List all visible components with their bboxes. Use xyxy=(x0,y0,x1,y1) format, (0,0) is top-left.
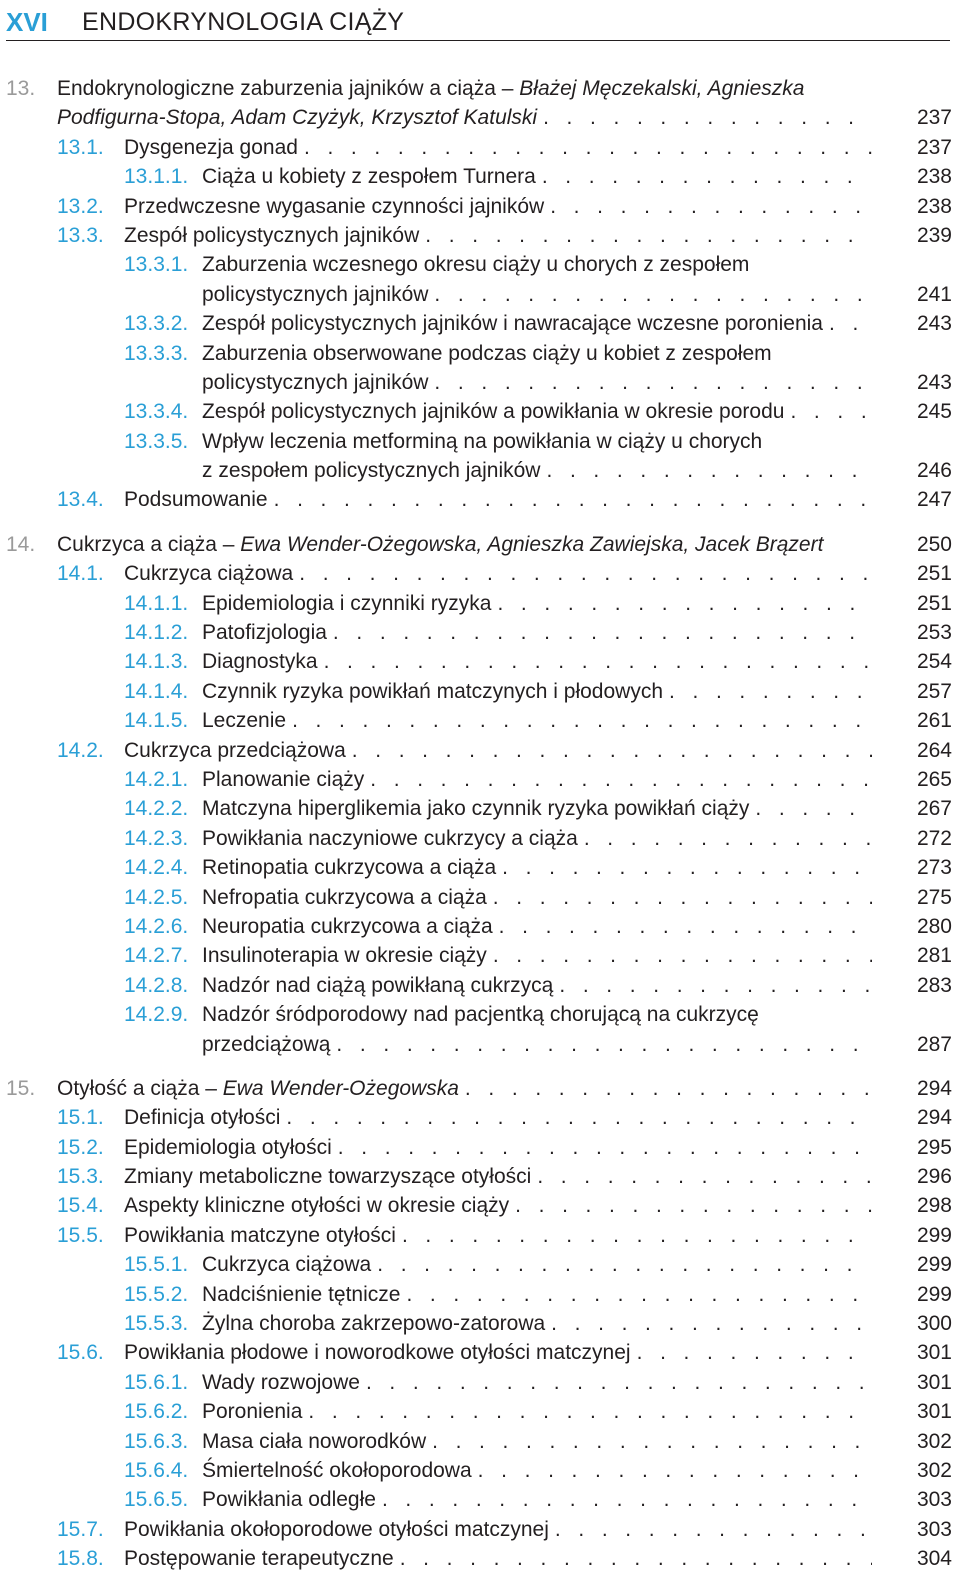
toc-entry-title xyxy=(202,941,872,970)
toc-entry-page: 303 xyxy=(916,1517,952,1541)
toc-entry-title xyxy=(202,971,872,1000)
toc-entry-title xyxy=(124,1221,872,1250)
toc-entry-title-text: Nefropatia cukrzycowa a ciąża xyxy=(202,885,487,909)
dot-leader xyxy=(333,618,872,647)
toc-entry-title-text: Insulinoterapia w okresie ciąży xyxy=(202,944,487,968)
toc-entry[interactable] xyxy=(0,530,960,559)
toc-entry-title xyxy=(202,1250,872,1279)
dot-leader xyxy=(352,736,872,765)
page-number-roman: XVI xyxy=(6,7,48,37)
toc-entry-page: 257 xyxy=(916,679,952,703)
toc-entry-page: 253 xyxy=(916,621,952,645)
toc-entry-number: 15.7. xyxy=(57,1517,104,1541)
toc-entry-number: 14.2.4. xyxy=(124,856,189,880)
toc-entry-page: 245 xyxy=(916,400,952,424)
table-of-contents xyxy=(0,74,960,1574)
toc-entry-title-text: Neuropatia cukrzycowa a ciąża xyxy=(202,914,493,938)
toc-entry-title xyxy=(124,1191,872,1220)
toc-entry-number: 14.2.5. xyxy=(124,885,189,909)
toc-entry-title xyxy=(202,1485,872,1514)
toc-entry[interactable] xyxy=(0,1000,960,1029)
toc-entry-title xyxy=(124,1515,872,1544)
toc-entry-number: 15.6. xyxy=(57,1341,104,1365)
toc-entry[interactable] xyxy=(0,456,960,485)
toc-entry-number: 14.2.6. xyxy=(124,914,189,938)
toc-entry-title-text: Czynnik ryzyka powikłań matczynych i płodowych xyxy=(202,679,664,703)
toc-entry-authors: Ewa Wender-Ożegowska xyxy=(222,1076,459,1100)
toc-entry-page: 272 xyxy=(916,826,952,850)
toc-entry-title-continued: policystycznych jajników xyxy=(202,370,429,394)
toc-entry[interactable] xyxy=(0,736,960,765)
toc-entry-page: 301 xyxy=(916,1370,952,1394)
toc-entry-title xyxy=(202,853,872,882)
toc-entry[interactable] xyxy=(0,1456,960,1485)
toc-entry-page: 299 xyxy=(916,1253,952,1277)
toc-entry-title xyxy=(202,824,872,853)
toc-entry-page: 246 xyxy=(916,459,952,483)
toc-entry[interactable] xyxy=(0,192,960,221)
toc-entry-title-text: Leczenie xyxy=(202,709,287,733)
dot-leader xyxy=(377,1250,872,1279)
toc-entry-number: 13.3.1. xyxy=(124,253,189,277)
toc-entry-number: 15.6.2. xyxy=(124,1400,189,1424)
toc-entry-title xyxy=(202,912,872,941)
toc-entry-page: 280 xyxy=(916,914,952,938)
toc-entry-title xyxy=(202,1397,872,1426)
toc-entry-number: 15.6.4. xyxy=(124,1458,189,1482)
dot-leader xyxy=(406,1280,872,1309)
running-header xyxy=(6,4,950,41)
toc-entry-title xyxy=(124,133,872,162)
toc-entry-number: 14.1. xyxy=(57,562,104,586)
dot-leader xyxy=(790,397,872,426)
toc-entry-page: 304 xyxy=(916,1547,952,1571)
toc-entry-title-text: Planowanie ciąży xyxy=(202,767,365,791)
toc-entry-title xyxy=(57,74,872,103)
toc-entry[interactable] xyxy=(0,647,960,676)
dot-leader xyxy=(497,589,872,618)
toc-entry-title-continued: policystycznych jajników xyxy=(202,282,429,306)
toc-entry-number: 14.1.4. xyxy=(124,679,189,703)
toc-entry-title-text: Retinopatia cukrzycowa a ciąża xyxy=(202,856,497,880)
toc-entry[interactable] xyxy=(0,824,960,853)
dot-leader xyxy=(669,677,872,706)
toc-entry-number: 15.6.1. xyxy=(124,1370,189,1394)
dot-leader xyxy=(637,1338,872,1367)
toc-entry[interactable] xyxy=(0,250,960,279)
dot-leader xyxy=(402,1221,872,1250)
dot-leader xyxy=(546,456,872,485)
toc-entry-number: 14.2. xyxy=(57,738,104,762)
dot-leader xyxy=(584,824,872,853)
toc-entry-number: 13.2. xyxy=(57,194,104,218)
toc-entry-title xyxy=(202,1280,872,1309)
toc-entry[interactable] xyxy=(0,162,960,191)
toc-entry-title xyxy=(124,1544,872,1573)
toc-entry-title-text: Aspekty kliniczne otyłości w okresie ciąży xyxy=(124,1194,510,1218)
toc-entry-number: 14. xyxy=(6,532,36,556)
toc-entry-page: 241 xyxy=(916,282,952,306)
toc-entry[interactable] xyxy=(0,883,960,912)
toc-entry-title xyxy=(57,1074,872,1103)
dot-leader xyxy=(493,941,872,970)
toc-entry[interactable] xyxy=(0,309,960,338)
toc-entry[interactable] xyxy=(0,368,960,397)
toc-entry-title-text: Powikłania matczyne otyłości xyxy=(124,1223,396,1247)
toc-entry-title xyxy=(202,647,872,676)
toc-entry-page: 281 xyxy=(916,944,952,968)
toc-entry[interactable] xyxy=(0,1250,960,1279)
toc-entry[interactable] xyxy=(0,427,960,456)
dot-leader xyxy=(555,1515,872,1544)
toc-entry-number: 13.3.4. xyxy=(124,400,189,424)
toc-entry[interactable] xyxy=(0,1309,960,1338)
toc-entry-title-text: Zespół policystycznych jajników i nawracające wczesne poronienia xyxy=(202,312,823,336)
toc-entry-title xyxy=(202,1368,872,1397)
toc-entry-title-text: Cukrzyca ciążowa xyxy=(124,562,294,586)
toc-entry[interactable] xyxy=(0,1280,960,1309)
toc-entry-number: 15.6.3. xyxy=(124,1429,189,1453)
toc-entry-page: 295 xyxy=(916,1135,952,1159)
toc-entry-page: 273 xyxy=(916,856,952,880)
toc-entry-title-text: Przedwczesne wygasanie czynności jajników xyxy=(124,194,545,218)
toc-entry-title xyxy=(202,1000,872,1029)
toc-entry-page: 254 xyxy=(916,650,952,674)
dot-leader xyxy=(382,1485,872,1514)
toc-entry-title xyxy=(202,250,872,279)
dot-leader xyxy=(755,794,872,823)
toc-entry-title-text: Endokrynologiczne zaburzenia jajników a ciąża – xyxy=(57,77,520,100)
toc-entry-title-text: Matczyna hiperglikemia jako czynnik ryzyka powikłań ciąży xyxy=(202,797,750,821)
toc-entry-number: 14.1.3. xyxy=(124,650,189,674)
toc-entry-title-text: Nadzór nad ciążą powikłaną cukrzycą xyxy=(202,973,554,997)
dot-leader xyxy=(286,1103,872,1132)
toc-entry-title xyxy=(57,103,872,132)
toc-entry-title xyxy=(202,309,872,338)
dot-leader xyxy=(274,485,872,514)
toc-entry-title-text: Nadzór śródporodowy nad pacjentką chorującą na cukrzycę xyxy=(202,1003,759,1027)
toc-entry-number: 15.2. xyxy=(57,1135,104,1159)
toc-entry-title xyxy=(202,397,872,426)
toc-entry-page: 237 xyxy=(916,106,952,130)
toc-entry[interactable] xyxy=(0,397,960,426)
toc-entry-title-text: Zespół policystycznych jajników a powikłania w okresie porodu xyxy=(202,400,785,424)
toc-entry[interactable] xyxy=(0,1338,960,1367)
toc-entry-title-text: Powikłania płodowe i noworodkowe otyłości matczynej xyxy=(124,1341,631,1365)
toc-entry-title xyxy=(124,1103,872,1132)
toc-entry-title-text: Powikłania naczyniowe cukrzycy a ciąża xyxy=(202,826,578,850)
dot-leader xyxy=(551,1309,872,1338)
toc-entry[interactable] xyxy=(0,794,960,823)
toc-entry-title-continued: z zespołem policystycznych jajników xyxy=(202,459,541,483)
toc-entry-page: 250 xyxy=(916,532,952,556)
toc-entry-title xyxy=(202,280,872,309)
toc-entry-title-text: Otyłość a ciąża – xyxy=(57,1076,223,1100)
toc-entry-page: 298 xyxy=(916,1194,952,1218)
dot-leader xyxy=(366,1368,872,1397)
toc-entry-number: 14.2.2. xyxy=(124,797,189,821)
toc-entry-page: 247 xyxy=(916,488,952,512)
toc-entry-title-text: Wpływ leczenia metforminą na powikłania w ciąży u chorych xyxy=(202,429,763,453)
dot-leader xyxy=(829,309,872,338)
toc-entry-title-continued: przedciążową xyxy=(202,1032,331,1056)
toc-entry-number: 15.5.2. xyxy=(124,1282,189,1306)
dot-leader xyxy=(499,912,872,941)
dot-leader xyxy=(550,192,872,221)
toc-entry-page: 264 xyxy=(916,738,952,762)
toc-entry-page: 301 xyxy=(916,1341,952,1365)
toc-entry-page: 302 xyxy=(916,1429,952,1453)
toc-entry-page: 301 xyxy=(916,1400,952,1424)
dot-leader xyxy=(515,1191,872,1220)
toc-entry[interactable] xyxy=(0,1221,960,1250)
toc-entry-page: 267 xyxy=(916,797,952,821)
toc-entry-page: 283 xyxy=(916,973,952,997)
dot-leader xyxy=(324,647,872,676)
toc-entry-number: 13.1. xyxy=(57,135,104,159)
toc-entry-title xyxy=(202,162,872,191)
toc-entry[interactable] xyxy=(0,74,960,103)
dot-leader xyxy=(400,1544,872,1573)
toc-entry-title-text: Poronienia xyxy=(202,1400,303,1424)
toc-entry-title-text: Powikłania odległe xyxy=(202,1488,376,1512)
dot-leader xyxy=(292,706,872,735)
toc-entry-number: 15.5.3. xyxy=(124,1312,189,1336)
toc-entry-number: 14.1.2. xyxy=(124,621,189,645)
toc-entry-page: 261 xyxy=(916,709,952,733)
dot-leader xyxy=(478,1456,872,1485)
toc-entry-title-text: Definicja otyłości xyxy=(124,1106,281,1130)
toc-entry-number: 14.1.1. xyxy=(124,591,189,615)
toc-entry[interactable] xyxy=(0,589,960,618)
toc-entry-page: 238 xyxy=(916,194,952,218)
toc-entry-title-text: Masa ciała noworodków xyxy=(202,1429,427,1453)
toc-entry-title-text: Epidemiologia otyłości xyxy=(124,1135,332,1159)
toc-entry-page: 251 xyxy=(916,591,952,615)
toc-entry[interactable] xyxy=(0,1485,960,1514)
toc-entry-title-text: Cukrzyca ciążowa xyxy=(202,1253,372,1277)
toc-entry[interactable] xyxy=(0,853,960,882)
toc-entry-number: 14.2.9. xyxy=(124,1003,189,1027)
toc-entry-title xyxy=(202,1456,872,1485)
toc-entry-title xyxy=(202,1427,872,1456)
toc-entry-authors: Błażej Męczekalski, Agnieszka xyxy=(519,77,805,100)
toc-entry-number: 13.1.1. xyxy=(124,165,189,189)
dot-leader xyxy=(542,162,872,191)
toc-entry[interactable] xyxy=(0,485,960,514)
dot-leader xyxy=(543,103,872,132)
toc-entry-title xyxy=(202,368,872,397)
toc-entry-title xyxy=(202,794,872,823)
toc-entry-title xyxy=(124,1162,872,1191)
toc-entry-title xyxy=(202,765,872,794)
dot-leader xyxy=(304,133,872,162)
toc-entry[interactable] xyxy=(0,1030,960,1059)
toc-entry-title xyxy=(202,427,872,456)
toc-entry[interactable] xyxy=(0,559,960,588)
toc-entry[interactable] xyxy=(0,1074,960,1103)
toc-entry-number: 13.3.3. xyxy=(124,341,189,365)
toc-entry-title xyxy=(124,736,872,765)
toc-entry[interactable] xyxy=(0,1162,960,1191)
toc-entry-number: 15.8. xyxy=(57,1547,104,1571)
toc-entry-authors: Podfigurna-Stopa, Adam Czyżyk, Krzysztof Katulski xyxy=(57,106,538,130)
toc-entry[interactable] xyxy=(0,280,960,309)
toc-entry[interactable] xyxy=(0,1103,960,1132)
toc-entry-title-text: Cukrzyca przedciążowa xyxy=(124,738,346,762)
toc-entry-number: 13. xyxy=(6,77,36,100)
dot-leader xyxy=(434,368,872,397)
toc-entry-title xyxy=(202,1309,872,1338)
toc-entry[interactable] xyxy=(0,1368,960,1397)
dot-leader xyxy=(432,1427,872,1456)
toc-entry-page: 275 xyxy=(916,885,952,909)
toc-entry-number: 15.5. xyxy=(57,1223,104,1247)
toc-entry-title xyxy=(124,1338,872,1367)
toc-entry-title-text: Patofizjologia xyxy=(202,621,327,645)
toc-entry-title xyxy=(202,339,872,368)
toc-entry-page: 287 xyxy=(916,1032,952,1056)
dot-leader xyxy=(370,765,872,794)
toc-entry-title xyxy=(202,677,872,706)
toc-entry-page: 302 xyxy=(916,1458,952,1482)
toc-entry-title xyxy=(202,706,872,735)
toc-entry[interactable] xyxy=(0,618,960,647)
toc-entry[interactable] xyxy=(0,339,960,368)
toc-entry-title-text: Zaburzenia wczesnego okresu ciąży u chorych z zespołem xyxy=(202,253,750,277)
toc-entry-number: 14.2.1. xyxy=(124,767,189,791)
dot-leader xyxy=(493,883,872,912)
toc-entry-page: 296 xyxy=(916,1165,952,1189)
toc-entry-title-text: Ciąża u kobiety z zespołem Turnera xyxy=(202,165,536,189)
toc-entry-number: 15.6.5. xyxy=(124,1488,189,1512)
toc-entry[interactable] xyxy=(0,133,960,162)
toc-entry[interactable] xyxy=(0,1544,960,1573)
dot-leader xyxy=(559,971,872,1000)
dot-leader xyxy=(308,1397,872,1426)
dot-leader xyxy=(338,1133,872,1162)
toc-entry-number: 15.3. xyxy=(57,1165,104,1189)
toc-entry-page: 265 xyxy=(916,767,952,791)
toc-entry-title xyxy=(124,485,872,514)
dot-leader xyxy=(434,280,872,309)
toc-entry-number: 13.3.2. xyxy=(124,312,189,336)
toc-entry-number: 13.3.5. xyxy=(124,429,189,453)
dot-leader xyxy=(299,559,872,588)
toc-entry-title-text: Nadciśnienie tętnicze xyxy=(202,1282,401,1306)
toc-entry-title xyxy=(202,589,872,618)
toc-entry-title-text: Zmiany metaboliczne towarzyszące otyłości xyxy=(124,1165,532,1189)
toc-entry-title-text: Diagnostyka xyxy=(202,650,318,674)
toc-entry-title-text: Zespół policystycznych jajników xyxy=(124,223,420,247)
toc-entry-title-text: Epidemiologia i czynniki ryzyka xyxy=(202,591,492,615)
toc-entry[interactable] xyxy=(0,221,960,250)
toc-entry-title xyxy=(124,192,872,221)
toc-entry-title-text: Postępowanie terapeutyczne xyxy=(124,1547,394,1571)
toc-entry-authors: Ewa Wender-Ożegowska, Agnieszka Zawiejska, Jacek Brązert xyxy=(240,532,824,556)
toc-entry-title-text: Wady rozwojowe xyxy=(202,1370,360,1394)
toc-entry[interactable] xyxy=(0,912,960,941)
toc-entry-page: 243 xyxy=(916,312,952,336)
toc-entry-number: 14.2.3. xyxy=(124,826,189,850)
toc-entry-title-text: Dysgenezja gonad xyxy=(124,135,298,159)
toc-entry-title-text: Żylna choroba zakrzepowo-zatorowa xyxy=(202,1312,546,1336)
toc-entry-page: 299 xyxy=(916,1223,952,1247)
dot-leader xyxy=(502,853,872,882)
toc-entry-page: 300 xyxy=(916,1312,952,1336)
toc-entry-number: 15.5.1. xyxy=(124,1253,189,1277)
toc-entry-title xyxy=(202,456,872,485)
toc-entry-page: 251 xyxy=(916,562,952,586)
toc-entry[interactable] xyxy=(0,103,960,132)
toc-entry-title-text: Podsumowanie xyxy=(124,488,268,512)
toc-entry[interactable] xyxy=(0,677,960,706)
toc-entry-page: 243 xyxy=(916,370,952,394)
toc-entry-page: 299 xyxy=(916,1282,952,1306)
dot-leader xyxy=(465,1074,872,1103)
running-title: ENDOKRYNOLOGIA CIĄŻY xyxy=(82,8,405,36)
toc-entry-title xyxy=(202,883,872,912)
toc-entry-title-text: Powikłania okołoporodowe otyłości matczynej xyxy=(124,1517,549,1541)
toc-entry-number: 15.4. xyxy=(57,1194,104,1218)
toc-entry-page: 237 xyxy=(916,135,952,159)
toc-entry[interactable] xyxy=(0,1427,960,1456)
toc-entry-number: 15. xyxy=(6,1076,36,1100)
toc-entry-title-text: Śmiertelność okołoporodowa xyxy=(202,1458,472,1482)
toc-entry-title xyxy=(202,1030,872,1059)
toc-entry[interactable] xyxy=(0,1397,960,1426)
dot-leader xyxy=(425,221,872,250)
toc-entry-page: 294 xyxy=(916,1076,952,1100)
toc-entry-page: 239 xyxy=(916,223,952,247)
toc-entry-number: 13.4. xyxy=(57,488,104,512)
toc-entry-page: 294 xyxy=(916,1106,952,1130)
toc-entry-title xyxy=(124,1133,872,1162)
toc-entry-title xyxy=(202,618,872,647)
toc-entry-number: 15.1. xyxy=(57,1106,104,1130)
toc-entry[interactable] xyxy=(0,706,960,735)
toc-entry-page: 303 xyxy=(916,1488,952,1512)
dot-leader xyxy=(537,1162,872,1191)
toc-entry[interactable] xyxy=(0,765,960,794)
dot-leader xyxy=(336,1030,872,1059)
toc-entry-number: 13.3. xyxy=(57,223,104,247)
toc-entry-number: 14.2.7. xyxy=(124,944,189,968)
toc-entry[interactable] xyxy=(0,1515,960,1544)
toc-entry[interactable] xyxy=(0,941,960,970)
toc-entry-title xyxy=(57,530,872,559)
toc-entry[interactable] xyxy=(0,971,960,1000)
toc-entry-title-text: Zaburzenia obserwowane podczas ciąży u kobiet z zespołem xyxy=(202,341,772,365)
toc-entry-title xyxy=(124,559,872,588)
toc-entry-number: 14.2.8. xyxy=(124,973,189,997)
toc-entry-page: 238 xyxy=(916,165,952,189)
toc-entry-number: 14.1.5. xyxy=(124,709,189,733)
toc-entry-title-text: Cukrzyca a ciąża – xyxy=(57,532,241,556)
toc-entry[interactable] xyxy=(0,1133,960,1162)
toc-entry-title xyxy=(124,221,872,250)
toc-entry[interactable] xyxy=(0,1191,960,1220)
